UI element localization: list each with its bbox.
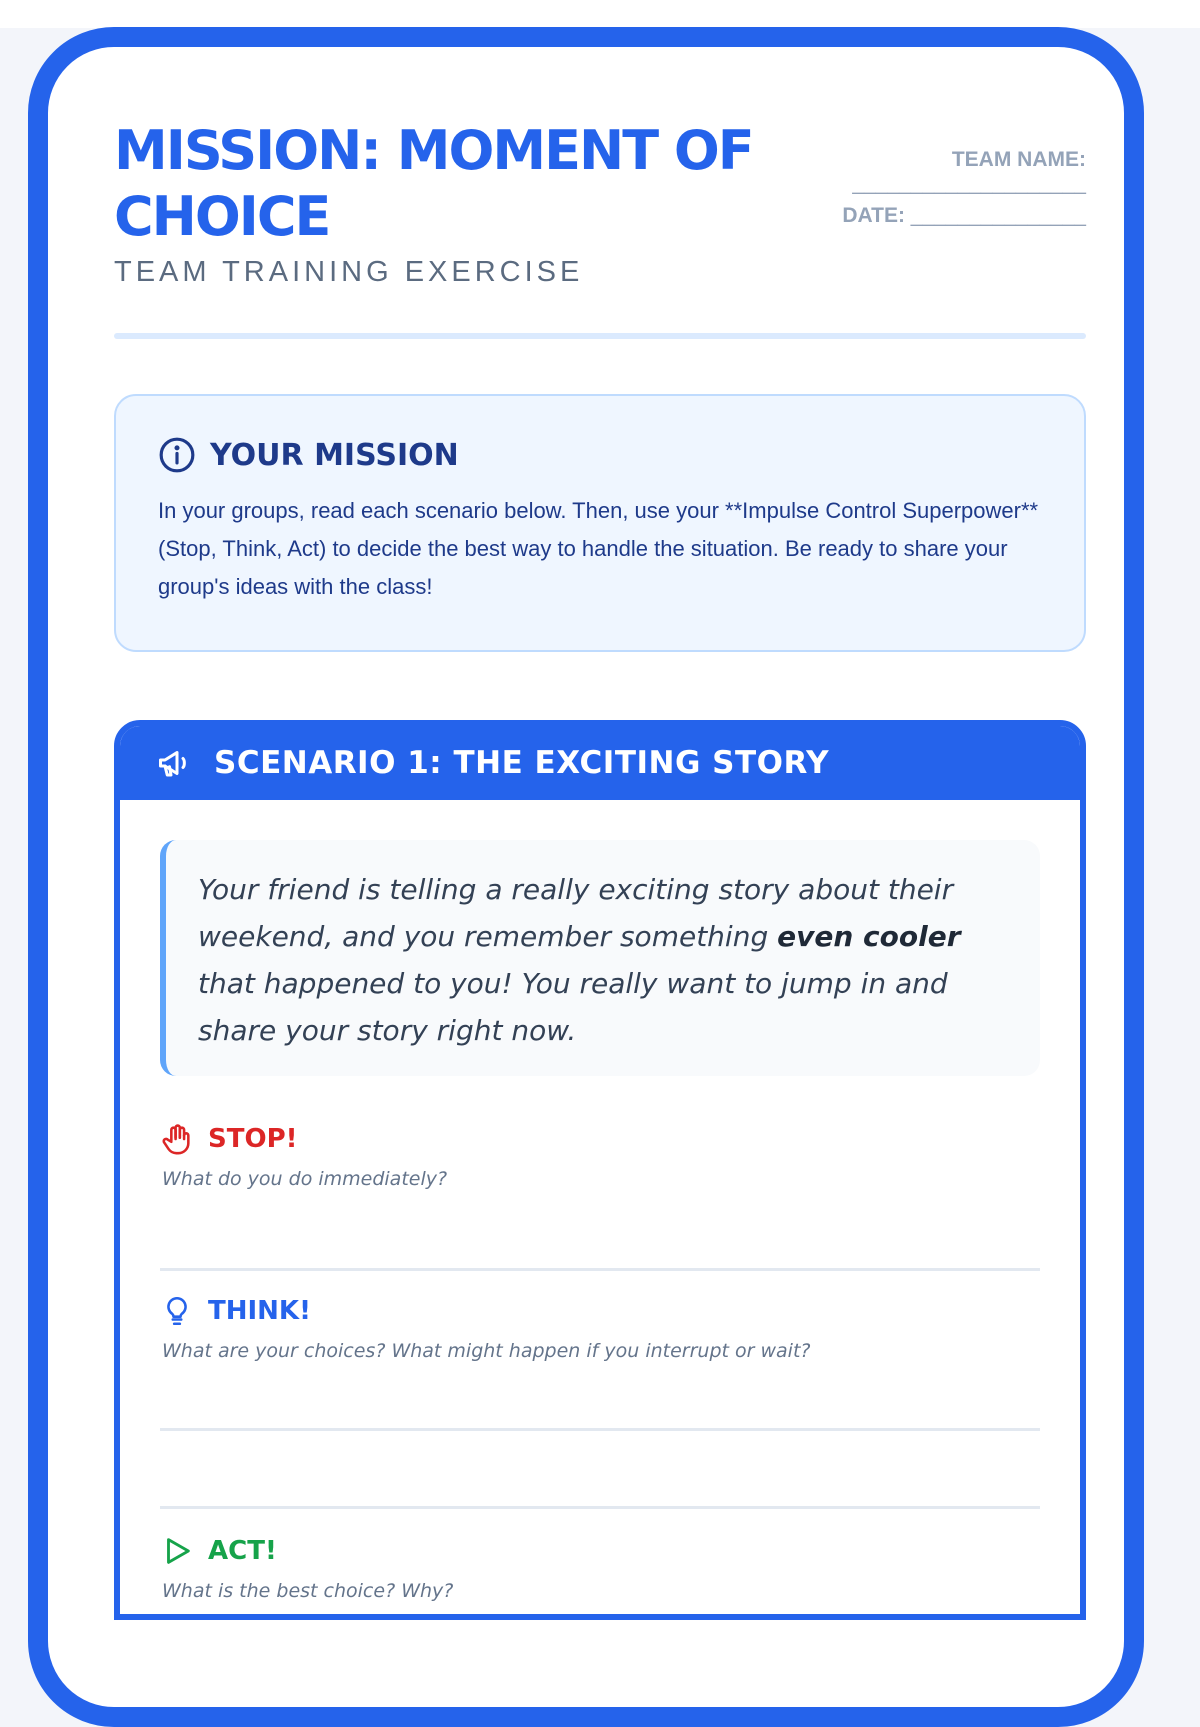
page-title: MISSION: MOMENT OF CHOICE	[114, 119, 753, 248]
date-row	[842, 204, 1086, 228]
answer-line-think-2[interactable]	[160, 1506, 1040, 1509]
story-text: Your friend is telling a really exciting story about their weekend, and you remember something	[198, 873, 954, 953]
mission-title: YOUR MISSION	[210, 437, 459, 473]
date-field[interactable]: _______________	[910, 204, 1086, 227]
scenario-card	[114, 720, 1086, 1620]
header-divider	[114, 333, 1086, 339]
step-act-prompt: What is the best choice? Why?	[162, 1580, 454, 1602]
step-think-heading	[160, 1294, 1040, 1328]
top-strip	[0, 0, 1200, 28]
team-info	[842, 148, 1086, 228]
step-stop-heading	[160, 1122, 1040, 1156]
mission-heading	[158, 436, 1042, 474]
mission-instructions: In your groups, read each scenario below. Then, use your **Impulse Control Superpower** (Stop, Think, Act) to decide the best way to handle the situation. Be ready to share your group's ideas with the class!	[158, 498, 1039, 599]
hand-icon	[160, 1122, 194, 1156]
info-circle-icon	[158, 436, 196, 474]
step-think-prompt: What are your choices? What might happen if you interrupt or wait?	[162, 1340, 811, 1362]
step-stop-prompt: What do you do immediately?	[162, 1168, 448, 1190]
answer-line-stop[interactable]	[160, 1268, 1040, 1271]
team-name-field[interactable]: ____________________	[852, 172, 1086, 195]
step-think-label: THINK!	[208, 1296, 311, 1326]
mission-box	[114, 394, 1086, 652]
story-emphasis: even cooler	[777, 920, 961, 953]
page-subtitle: TEAM TRAINING EXERCISE	[114, 256, 584, 288]
lightbulb-icon	[160, 1294, 194, 1328]
step-think	[160, 1294, 1040, 1362]
date-label: DATE:	[842, 204, 905, 227]
team-name-label: TEAM NAME:	[951, 148, 1086, 171]
scenario-story	[160, 840, 1040, 1076]
megaphone-icon	[156, 745, 192, 781]
scenario-title: SCENARIO 1: THE EXCITING STORY	[214, 745, 830, 781]
play-icon	[160, 1534, 194, 1568]
story-text-end: that happened to you! You really want to jump in and share your story right now.	[198, 967, 948, 1047]
answer-line-think-1[interactable]	[160, 1428, 1040, 1431]
step-act-label: ACT!	[208, 1536, 277, 1566]
step-act-heading	[160, 1534, 1040, 1568]
step-stop	[160, 1122, 1040, 1190]
step-act	[160, 1534, 1040, 1602]
scenario-header	[120, 726, 1080, 800]
worksheet-header	[114, 118, 1086, 289]
step-stop-label: STOP!	[208, 1124, 298, 1154]
